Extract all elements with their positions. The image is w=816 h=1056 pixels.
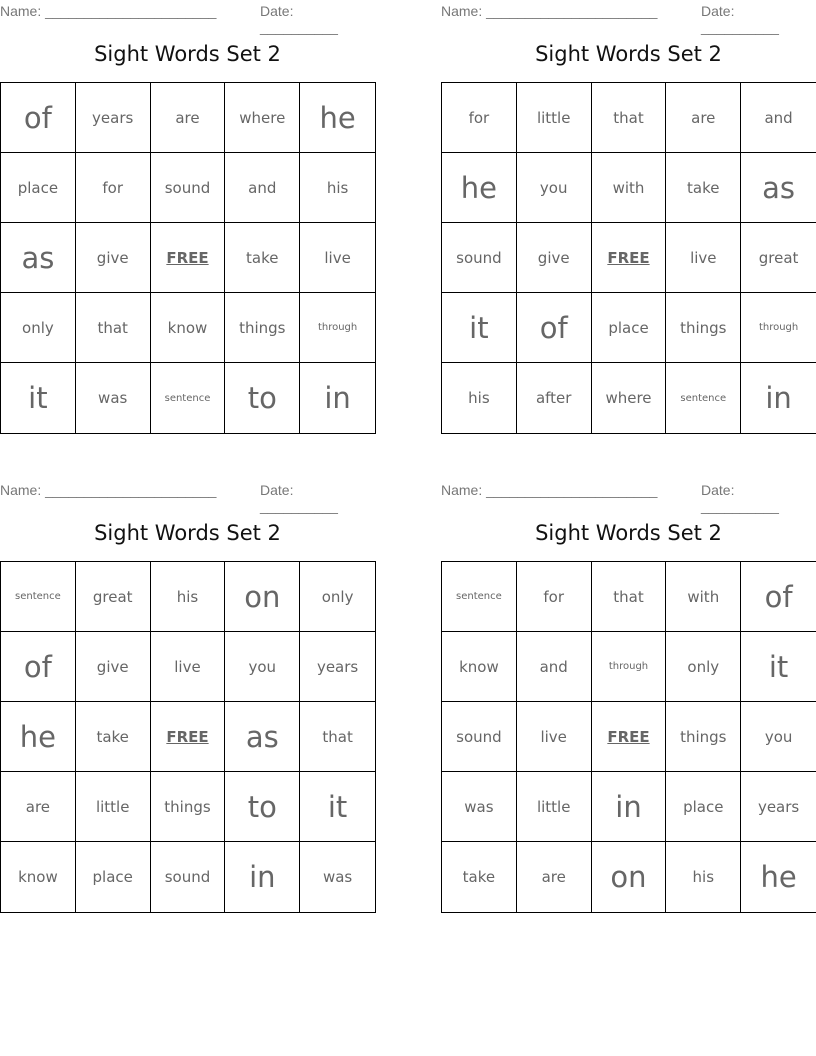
bingo-grid xyxy=(441,561,816,913)
header-line xyxy=(441,479,816,514)
grid-cell: things xyxy=(666,702,741,772)
grid-cell: to xyxy=(225,772,300,842)
grid-cell: was xyxy=(76,363,151,433)
grid-cell: give xyxy=(517,223,592,293)
grid-cell: place xyxy=(592,293,667,363)
grid-cell: take xyxy=(666,153,741,223)
name-field: Name: ______________________ xyxy=(0,482,217,498)
grid-cell: things xyxy=(151,772,226,842)
card-title: Sight Words Set 2 xyxy=(94,521,281,545)
grid-cell: of xyxy=(1,83,76,153)
grid-cell: know xyxy=(151,293,226,363)
grid-cell: are xyxy=(1,772,76,842)
free-space: FREE xyxy=(151,223,226,293)
card-title: Sight Words Set 2 xyxy=(94,42,281,66)
grid-cell: through xyxy=(741,293,816,363)
grid-cell: only xyxy=(666,632,741,702)
grid-cell: he xyxy=(1,702,76,772)
grid-cell: know xyxy=(442,632,517,702)
grid-cell: years xyxy=(76,83,151,153)
grid-cell: sentence xyxy=(666,363,741,433)
grid-cell: of xyxy=(517,293,592,363)
grid-cell: years xyxy=(741,772,816,842)
grid-cell: things xyxy=(666,293,741,363)
free-space: FREE xyxy=(592,702,667,772)
grid-cell: you xyxy=(517,153,592,223)
grid-cell: sound xyxy=(151,153,226,223)
grid-cell: where xyxy=(225,83,300,153)
header-line xyxy=(0,0,375,35)
grid-cell: are xyxy=(666,83,741,153)
grid-cell: in xyxy=(765,381,792,415)
grid-cell: little xyxy=(76,772,151,842)
date-field: Date: __________ xyxy=(701,3,779,35)
grid-cell: for xyxy=(442,83,517,153)
free-space: FREE xyxy=(151,702,226,772)
grid-cell: to xyxy=(225,363,300,433)
grid-cell: know xyxy=(1,842,76,912)
grid-cell: sound xyxy=(442,223,517,293)
grid-cell: of xyxy=(741,562,816,632)
grid-cell: on xyxy=(225,562,300,632)
card-title: Sight Words Set 2 xyxy=(535,521,722,545)
free-space: FREE xyxy=(592,223,667,293)
grid-cell: and xyxy=(517,632,592,702)
grid-cell: sentence xyxy=(151,363,226,433)
name-field: Name: ______________________ xyxy=(0,3,217,19)
grid-cell: his xyxy=(151,562,226,632)
grid-cell: through xyxy=(300,293,375,363)
grid-cell: you xyxy=(741,702,816,772)
date-field: Date: __________ xyxy=(701,482,779,514)
grid-cell: that xyxy=(592,562,667,632)
bingo-grid xyxy=(0,82,376,434)
grid-cell: give xyxy=(76,223,151,293)
grid-cell: are xyxy=(517,842,592,912)
grid-cell: sentence xyxy=(442,562,517,632)
grid-cell: in xyxy=(324,381,351,415)
grid-cell: great xyxy=(76,562,151,632)
grid-cell: for xyxy=(517,562,592,632)
grid-cell: give xyxy=(76,632,151,702)
name-field: Name: ______________________ xyxy=(441,3,658,19)
grid-cell: live xyxy=(151,632,226,702)
grid-cell: place xyxy=(666,772,741,842)
grid-cell: live xyxy=(666,223,741,293)
grid-cell: it xyxy=(741,632,816,702)
grid-cell: for xyxy=(76,153,151,223)
grid-cell: live xyxy=(517,702,592,772)
grid-cell: where xyxy=(592,363,667,433)
bingo-grid xyxy=(0,561,376,913)
grid-cell: sentence xyxy=(1,562,76,632)
grid-cell: sound xyxy=(442,702,517,772)
grid-cell: great xyxy=(741,223,816,293)
bingo-card xyxy=(441,479,816,894)
name-field: Name: ______________________ xyxy=(441,482,658,498)
bingo-card xyxy=(0,479,375,894)
grid-cell: live xyxy=(300,223,375,293)
grid-cell: in xyxy=(592,772,667,842)
grid-cell: in xyxy=(225,842,300,912)
grid-cell: place xyxy=(76,842,151,912)
date-field: Date: __________ xyxy=(260,3,338,35)
grid-cell: sound xyxy=(151,842,226,912)
grid-cell: through xyxy=(592,632,667,702)
grid-cell: take xyxy=(225,223,300,293)
grid-cell: only xyxy=(300,562,375,632)
grid-cell: little xyxy=(517,83,592,153)
grid-cell: as xyxy=(741,153,816,223)
header-line xyxy=(0,479,375,514)
grid-cell: as xyxy=(1,223,76,293)
grid-cell: on xyxy=(592,842,667,912)
grid-cell: his xyxy=(442,363,517,433)
grid-cell: and xyxy=(225,153,300,223)
grid-cell: with xyxy=(666,562,741,632)
grid-cell: with xyxy=(592,153,667,223)
grid-cell: it xyxy=(1,363,76,433)
grid-cell: and xyxy=(741,83,816,153)
grid-cell: he xyxy=(300,83,375,153)
grid-cell: of xyxy=(1,632,76,702)
grid-cell: was xyxy=(442,772,517,842)
grid-cell: after xyxy=(517,363,592,433)
grid-cell: he xyxy=(760,860,797,894)
grid-cell: little xyxy=(517,772,592,842)
card-title: Sight Words Set 2 xyxy=(535,42,722,66)
grid-cell: his xyxy=(300,153,375,223)
grid-cell: you xyxy=(225,632,300,702)
grid-cell: as xyxy=(225,702,300,772)
grid-cell: his xyxy=(666,842,741,912)
grid-cell: take xyxy=(76,702,151,772)
date-field: Date: __________ xyxy=(260,482,338,514)
grid-cell: place xyxy=(1,153,76,223)
grid-cell: are xyxy=(151,83,226,153)
bingo-card xyxy=(441,0,816,415)
header-line xyxy=(441,0,816,35)
bingo-grid xyxy=(441,82,816,434)
grid-cell: was xyxy=(322,868,353,886)
grid-cell: that xyxy=(592,83,667,153)
grid-cell: it xyxy=(442,293,517,363)
grid-cell: he xyxy=(442,153,517,223)
grid-cell: that xyxy=(76,293,151,363)
grid-cell: things xyxy=(225,293,300,363)
grid-cell: years xyxy=(300,632,375,702)
grid-cell: that xyxy=(300,702,375,772)
bingo-card xyxy=(0,0,375,415)
grid-cell: only xyxy=(1,293,76,363)
grid-cell: it xyxy=(300,772,375,842)
grid-cell: take xyxy=(442,842,517,912)
